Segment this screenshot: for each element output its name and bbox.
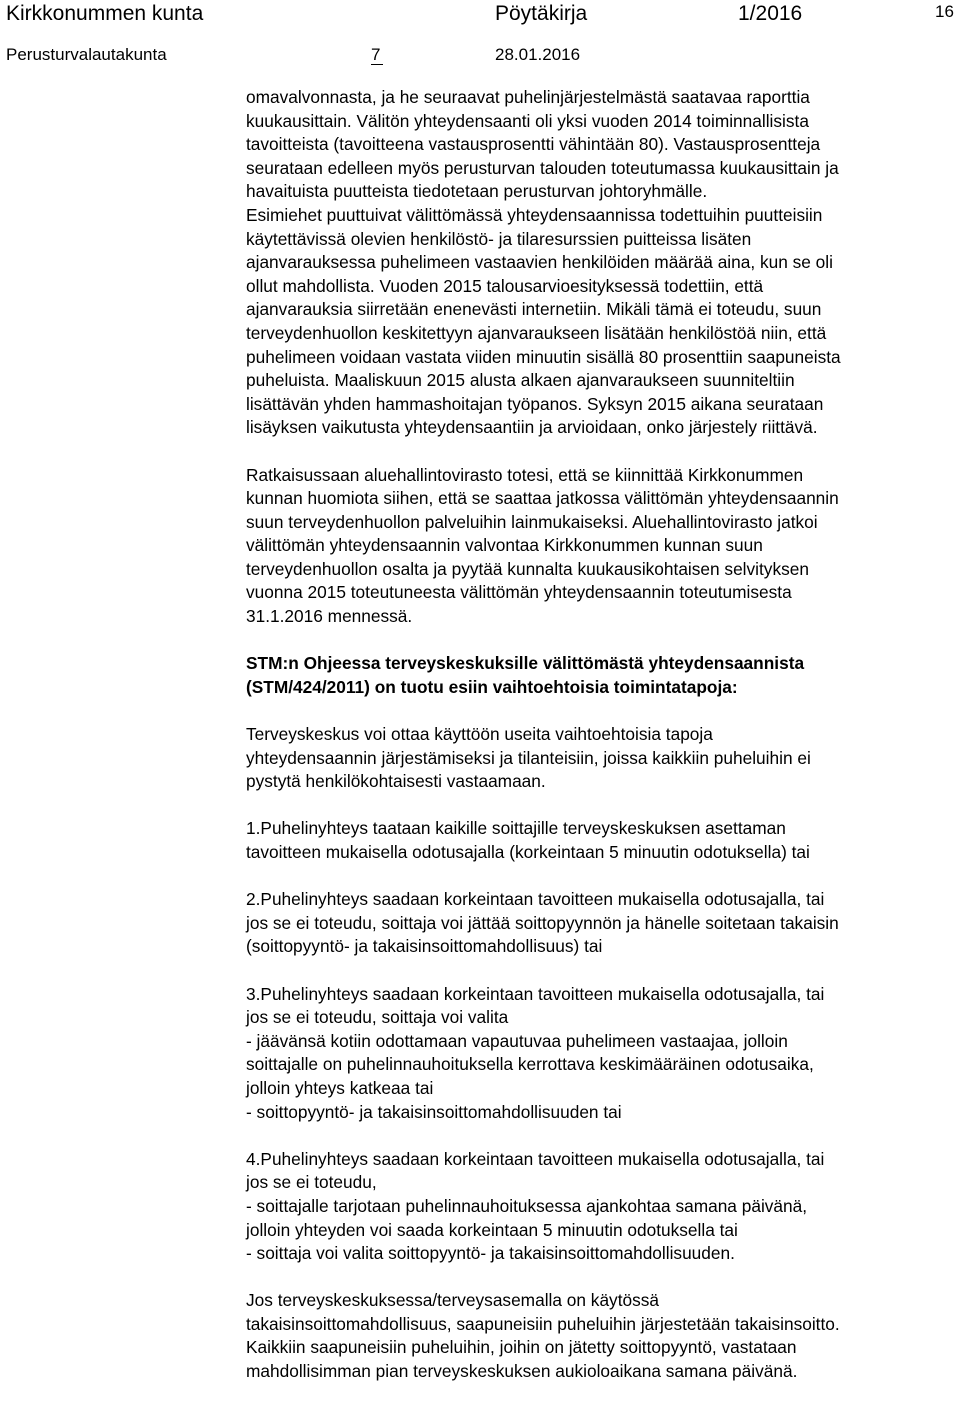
text-line: Kaikkiin saapuneisiin puheluihin, joihin on jätetty soittopyyntö, vastataan — [246, 1337, 797, 1358]
text-line: 31.1.2016 mennessä. — [246, 606, 413, 627]
text-line: jolloin yhteys katkeaa tai — [246, 1077, 434, 1098]
section-underline — [371, 64, 383, 65]
text-line: jolloin yhteyden voi saada korkeintaan 5 minuutin odotuksella tai — [246, 1219, 738, 1240]
text-line: ajanvarauksia siirretään enenevästi internetiin. Mikäli tämä ei toteudu, suun — [246, 299, 822, 320]
municipality-name: Kirkkonummen kunta — [6, 2, 204, 25]
text-line: tavoitteista (tavoitteena vastausprosentti vähintään 80). Vastausprosentteja — [246, 134, 821, 155]
heading-line: STM:n Ohjeessa terveyskeskuksille välittömästä yhteydensaannista — [246, 653, 805, 674]
paragraph-callback — [246, 1289, 958, 1383]
text-line: suun terveydenhuollon palveluihin lainmukaiseksi. Aluehallintovirasto jatkoi — [246, 511, 818, 532]
text-line: yhteydensaannin järjestämiseksi ja tilanteisiin, joissa kaikkiin puheluihin ei — [246, 747, 811, 768]
list-item-3 — [246, 983, 958, 1125]
text-line: puheluista. Maaliskuun 2015 alusta alkaen ajanvaraukseen suunniteltiin — [246, 370, 795, 391]
page-number: 16 — [935, 2, 954, 21]
text-line: ollut mahdollista. Vuoden 2015 talousarvioesityksessä todettiin, että — [246, 275, 764, 296]
text-line: terveydenhuollon keskitettyyn ajanvaraukseen lisätään henkilöstöä niin, että — [246, 322, 827, 343]
text-line: pystytä henkilökohtaisesti vastaamaan. — [246, 771, 546, 792]
document-body — [246, 86, 958, 1384]
text-line: jos se ei toteudu, soittaja voi jättää soittopyynnön ja hänelle soitetaan takaisin — [246, 912, 839, 933]
paragraph-intro — [246, 723, 958, 794]
text-line: Terveyskeskus voi ottaa käyttöön useita vaihtoehtoisia tapoja — [246, 724, 713, 745]
text-line: 2.Puhelinyhteys saadaan korkeintaan tavoitteen mukaisella odotusajalla, tai — [246, 889, 825, 910]
document-type: Pöytäkirja — [495, 2, 588, 25]
text-line: seurataan edelleen myös perusturvan talouden toteutumassa kuukausittain ja — [246, 157, 839, 178]
paragraph-avi-decision — [246, 464, 958, 629]
text-line: puhelimeen voidaan vastata viiden minuutin sisällä 80 prosenttiin saapuneista — [246, 346, 841, 367]
list-item-1 — [246, 817, 958, 864]
list-item-4 — [246, 1148, 958, 1266]
list-item-2 — [246, 888, 958, 959]
text-line: vuonna 2015 toteutuneesta välittömän yhteydensaannin toteutumisesta — [246, 582, 792, 603]
text-line: tavoitteen mukaisella odotusajalla (korkeintaan 5 minuutin odotuksella) tai — [246, 842, 810, 862]
text-line: (soittopyyntö- ja takaisinsoittomahdollisuus) tai — [246, 936, 603, 957]
text-line: Ratkaisussaan aluehallintovirasto totesi, että se kiinnittää Kirkkonummen — [246, 464, 804, 485]
text-line: kunnan huomiota siihen, että se saattaa jatkossa välittömän yhteydensaannin — [246, 488, 839, 509]
text-line: jos se ei toteudu, soittaja voi valita — [246, 1007, 509, 1028]
committee-name: Perusturvalautakunta — [6, 45, 167, 64]
section-heading — [246, 652, 958, 699]
text-line: 1.Puhelinyhteys taataan kaikille soittajille terveyskeskuksen asettaman — [246, 818, 786, 839]
text-line: käytettävissä olevien henkilöstö- ja tilaresurssien puitteissa lisäten — [246, 228, 752, 249]
section-number: 7 — [371, 45, 381, 64]
text-line: mahdollisimman pian terveyskeskuksen aukioloaikana samana päivänä. — [246, 1361, 798, 1382]
text-line: - soittopyyntö- ja takaisinsoittomahdollisuuden tai — [246, 1101, 622, 1122]
text-line: omavalvonnasta, ja he seuraavat puhelinjärjestelmästä saatavaa raporttia — [246, 87, 810, 107]
text-line: välittömän yhteydensaannin valvontaa Kirkkonummen kunnan suun — [246, 535, 763, 556]
text-line: kuukausittain. Välitön yhteydensaanti oli yksi vuoden 2014 toiminnallisista — [246, 110, 809, 131]
text-line: - jäävänsä kotiin odottamaan vapautuvaa puhelimeen vastaajaa, jolloin — [246, 1030, 788, 1051]
meeting-date: 28.01.2016 — [495, 45, 581, 64]
text-line: terveydenhuollon osalta ja pyytää kunnalta kuukausikohtaisen selvityksen — [246, 558, 809, 579]
text-line: 3.Puhelinyhteys saadaan korkeintaan tavoitteen mukaisella odotusajalla, tai — [246, 983, 825, 1004]
text-line: soittajalle on puhelinnauhoituksella kerrottava keskimääräinen odotusaika, — [246, 1054, 814, 1075]
heading-line: (STM/424/2011) on tuotu esiin vaihtoehtoisia toimintatapoja: — [246, 676, 738, 697]
text-line: takaisinsoittomahdollisuus, saapuneisiin puheluihin järjestetään takaisinsoitto. — [246, 1313, 840, 1334]
paragraph-telephone-monitoring — [246, 86, 958, 440]
text-line: havaituista puutteista tiedotetaan perusturvan johtoryhmälle. — [246, 181, 708, 202]
text-line: ajanvarauksessa puhelimeen vastaavien henkilöiden määrää aina, kun se oli — [246, 252, 833, 273]
document-number: 1/2016 — [738, 2, 803, 25]
text-line: Jos terveyskeskuksessa/terveysasemalla on käytössä — [246, 1290, 660, 1311]
text-line: lisättävän yhden hammashoitajan työpanos. Syksyn 2015 aikana seurataan — [246, 393, 824, 414]
text-line: lisäyksen vaikutusta yhteydensaantiin ja arvioidaan, onko järjestely riittävä. — [246, 417, 818, 438]
text-line: - soittajalle tarjotaan puhelinnauhoituksessa ajankohtaa samana päivänä, — [246, 1195, 808, 1216]
text-line: - soittaja voi valita soittopyyntö- ja takaisinsoittomahdollisuuden. — [246, 1243, 735, 1264]
text-line: Esimiehet puuttuivat välittömässä yhteydensaannissa todettuihin puutteisiin — [246, 204, 823, 225]
text-line: jos se ei toteudu, — [246, 1172, 377, 1193]
text-line: 4.Puhelinyhteys saadaan korkeintaan tavoitteen mukaisella odotusajalla, tai — [246, 1148, 825, 1169]
